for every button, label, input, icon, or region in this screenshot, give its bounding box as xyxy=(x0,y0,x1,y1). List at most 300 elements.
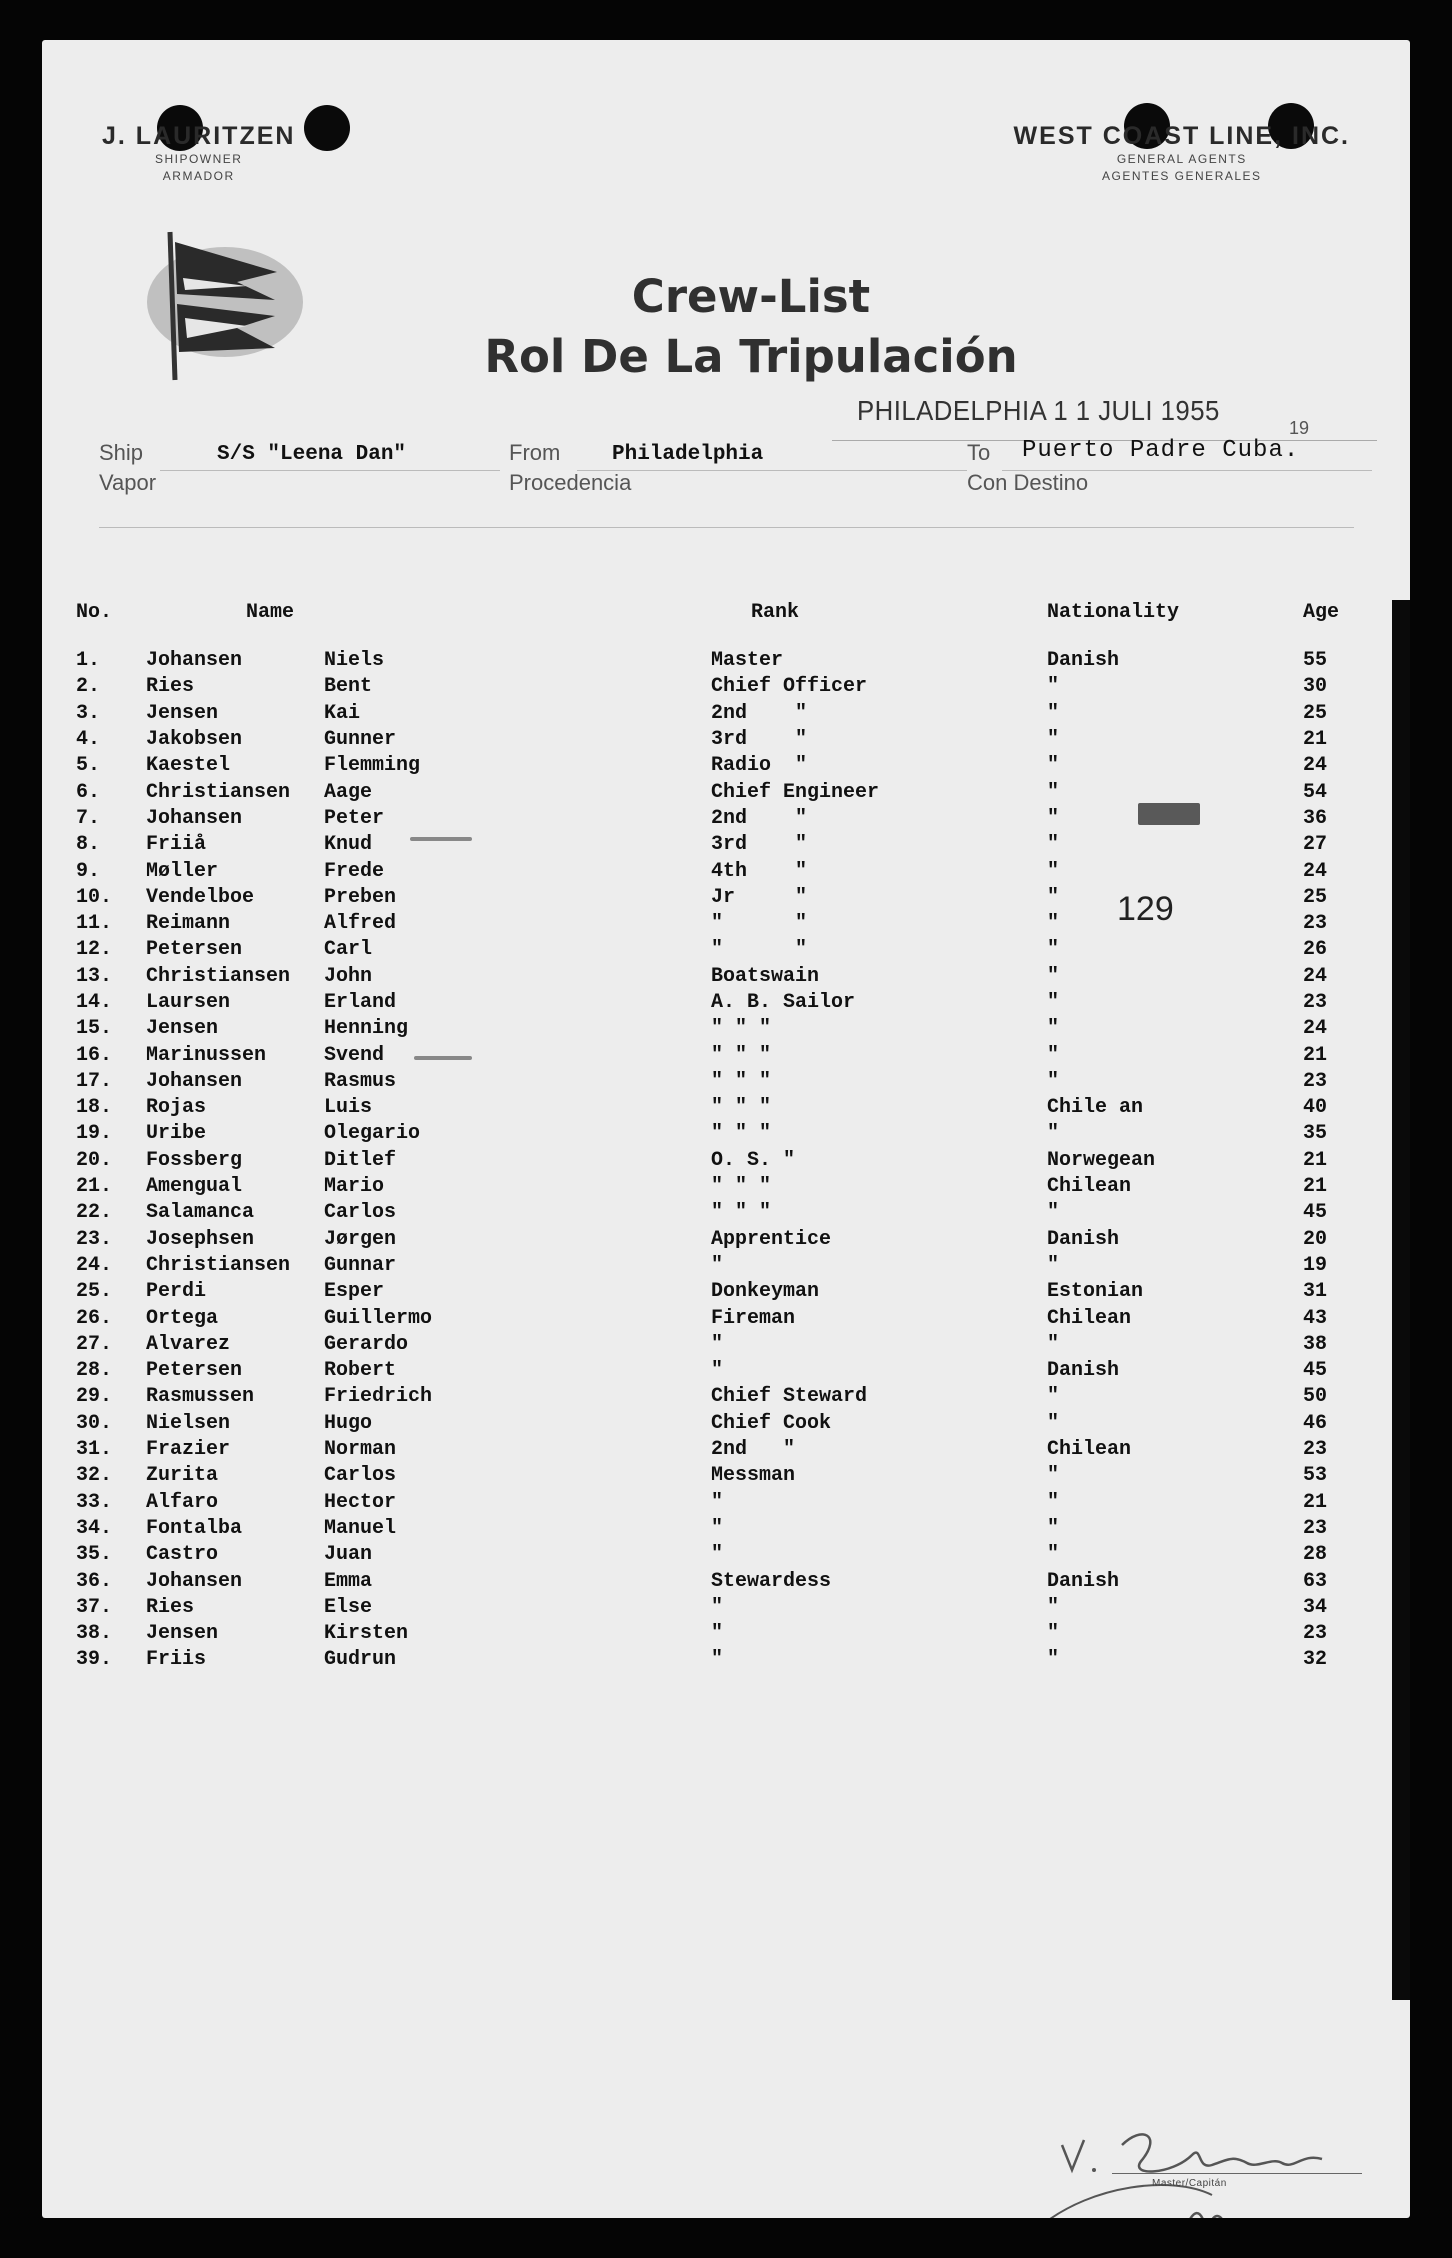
crew-given-name: Juan xyxy=(324,1543,373,1567)
crew-surname: Johansen xyxy=(146,649,243,673)
crew-age: 21 xyxy=(1303,728,1328,752)
crew-age: 21 xyxy=(1303,1043,1328,1067)
crew-age: 24 xyxy=(1303,754,1328,778)
crew-number: 39. xyxy=(76,1648,113,1672)
crew-number: 34. xyxy=(76,1516,113,1540)
ink-stroke xyxy=(410,837,472,841)
crew-nationality: " xyxy=(1047,964,1060,988)
crew-number: 12. xyxy=(76,938,113,962)
crew-surname: Alfaro xyxy=(146,1490,219,1514)
crew-number: 2. xyxy=(76,675,101,699)
crew-surname: Alvarez xyxy=(146,1332,231,1356)
crew-given-name: Esper xyxy=(324,1280,385,1304)
crew-nationality: Chile an xyxy=(1047,1096,1144,1120)
crew-rank: 4th " xyxy=(711,859,808,883)
crew-nationality: Danish xyxy=(1047,1569,1120,1593)
crew-age: 21 xyxy=(1303,1148,1328,1172)
crew-given-name: Henning xyxy=(324,1017,409,1041)
crew-rank: " xyxy=(711,1253,724,1277)
crew-given-name: Erland xyxy=(324,991,397,1014)
crew-number: 16. xyxy=(76,1043,113,1067)
crew-table-body xyxy=(70,648,1363,1674)
table-row xyxy=(70,937,1363,963)
crew-surname: Salamanca xyxy=(146,1201,255,1225)
crew-rank: Chief Officer xyxy=(711,675,868,699)
crew-age: 20 xyxy=(1303,1227,1328,1251)
crew-given-name: Kirsten xyxy=(324,1622,409,1646)
crew-rank: Chief Steward xyxy=(711,1385,868,1409)
crew-number: 5. xyxy=(76,754,101,778)
crew-rank: 3rd " xyxy=(711,833,808,857)
table-row xyxy=(70,832,1363,858)
table-row xyxy=(70,990,1363,1016)
crew-rank: " xyxy=(711,1595,724,1619)
table-row xyxy=(70,1095,1363,1121)
crew-rank: " " " xyxy=(711,1017,772,1041)
crew-rank: Radio " xyxy=(711,754,808,778)
crew-number: 1. xyxy=(76,649,101,673)
master-signature-icon xyxy=(1032,2115,1410,2218)
crew-age: 25 xyxy=(1303,885,1328,909)
table-row xyxy=(70,1411,1363,1437)
crew-rank: Master xyxy=(711,649,784,673)
crew-nationality: Danish xyxy=(1047,1359,1120,1383)
crew-number: 31. xyxy=(76,1438,113,1462)
crew-surname: Ries xyxy=(146,675,195,699)
handwritten-number: 129 xyxy=(1117,890,1174,928)
crew-age: 23 xyxy=(1303,912,1328,936)
crew-age: 35 xyxy=(1303,1122,1328,1146)
crew-rank: " " " xyxy=(711,1043,772,1067)
crew-surname: Friiå xyxy=(146,833,207,857)
crew-number: 22. xyxy=(76,1201,113,1225)
crew-number: 19. xyxy=(76,1122,113,1146)
crew-rank: " " xyxy=(711,912,808,936)
crew-number: 26. xyxy=(76,1306,113,1330)
crew-surname: Friis xyxy=(146,1648,207,1672)
crew-surname: Uribe xyxy=(146,1122,207,1146)
crew-nationality: " xyxy=(1047,1201,1060,1225)
crew-given-name: Peter xyxy=(324,806,385,830)
crew-age: 40 xyxy=(1303,1096,1328,1120)
crew-rank: Stewardess xyxy=(711,1569,832,1593)
crew-age: 43 xyxy=(1303,1306,1328,1330)
col-no-header: No. xyxy=(76,601,113,624)
crew-nationality: Danish xyxy=(1047,1227,1120,1251)
crew-age: 55 xyxy=(1303,649,1328,673)
crew-rank: Messman xyxy=(711,1464,796,1488)
to-label: To xyxy=(967,440,991,465)
crew-nationality: " xyxy=(1047,675,1060,699)
signature-caption: Master/Capitán xyxy=(1152,2178,1227,2189)
crew-rank: Chief Engineer xyxy=(711,780,880,804)
crew-age: 31 xyxy=(1303,1280,1328,1304)
crew-rank: " xyxy=(711,1622,724,1646)
crew-age: 24 xyxy=(1303,859,1328,883)
crew-number: 36. xyxy=(76,1569,113,1593)
crew-surname: Zurita xyxy=(146,1464,219,1488)
table-row xyxy=(70,1621,1363,1647)
crew-given-name: Emma xyxy=(324,1569,373,1593)
crew-rank: " xyxy=(711,1490,724,1514)
crew-given-name: Jørgen xyxy=(324,1227,397,1251)
crew-surname: Laursen xyxy=(146,991,231,1014)
crew-given-name: Niels xyxy=(324,649,385,673)
crew-number: 23. xyxy=(76,1227,113,1251)
crew-surname: Rasmussen xyxy=(146,1385,255,1409)
crew-nationality: " xyxy=(1047,780,1060,804)
table-header-row xyxy=(70,600,1363,648)
table-row xyxy=(70,1200,1363,1226)
crew-nationality: " xyxy=(1047,885,1060,909)
crew-age: 21 xyxy=(1303,1175,1328,1199)
crew-nationality: Chilean xyxy=(1047,1438,1132,1462)
crew-number: 27. xyxy=(76,1332,113,1356)
ship-value: S/S "Leena Dan" xyxy=(217,443,407,466)
crew-given-name: Robert xyxy=(324,1359,397,1383)
crew-surname: Marinussen xyxy=(146,1043,267,1067)
to-label-es: Con Destino xyxy=(967,470,1089,495)
crew-given-name: Preben xyxy=(324,885,397,909)
crew-surname: Ries xyxy=(146,1595,195,1619)
crew-surname: Perdi xyxy=(146,1280,207,1304)
crew-number: 29. xyxy=(76,1385,113,1409)
crew-number: 3. xyxy=(76,701,101,725)
torn-edge xyxy=(1392,600,1410,2000)
crew-rank: 3rd " xyxy=(711,728,808,752)
col-name-header: Name xyxy=(246,601,295,624)
col-rank-header: Rank xyxy=(751,601,800,624)
crew-given-name: Norman xyxy=(324,1438,397,1462)
year-prefix: 19 xyxy=(1289,418,1310,438)
crew-rank: Boatswain xyxy=(711,964,820,988)
crew-rank: " " xyxy=(711,938,808,962)
crew-surname: Christiansen xyxy=(146,1253,291,1277)
crew-age: 46 xyxy=(1303,1411,1328,1435)
crew-surname: Møller xyxy=(146,859,219,883)
crew-age: 24 xyxy=(1303,1017,1328,1041)
title-english: Crew-List xyxy=(631,270,871,323)
crew-surname: Jensen xyxy=(146,1017,219,1041)
table-row xyxy=(70,1490,1363,1516)
crew-given-name: Rasmus xyxy=(324,1069,397,1093)
crew-nationality: " xyxy=(1047,833,1060,857)
crew-nationality: Norwegean xyxy=(1047,1148,1156,1172)
crew-rank: Chief Cook xyxy=(711,1411,832,1435)
ship-underline xyxy=(160,470,500,471)
table-row xyxy=(70,1069,1363,1095)
crew-number: 35. xyxy=(76,1543,113,1567)
crew-nationality: " xyxy=(1047,1385,1060,1409)
crew-nationality: Estonian xyxy=(1047,1280,1144,1304)
table-row xyxy=(70,1516,1363,1542)
crew-surname: Josephsen xyxy=(146,1227,255,1251)
punch-hole xyxy=(304,105,350,151)
crew-nationality: " xyxy=(1047,1069,1060,1093)
table-row xyxy=(70,1463,1363,1489)
ship-label-es: Vapor xyxy=(99,470,157,495)
crew-age: 19 xyxy=(1303,1253,1328,1277)
crew-nationality: Chilean xyxy=(1047,1175,1132,1199)
crew-age: 23 xyxy=(1303,1438,1328,1462)
crew-nationality: " xyxy=(1047,1017,1060,1041)
crew-rank: " xyxy=(711,1516,724,1540)
crew-nationality: " xyxy=(1047,1464,1060,1488)
table-row xyxy=(70,1016,1363,1042)
crew-nationality: " xyxy=(1047,1648,1060,1672)
crew-rank: Fireman xyxy=(711,1306,796,1330)
table-row xyxy=(70,727,1363,753)
crew-nationality: " xyxy=(1047,938,1060,962)
table-row xyxy=(70,1305,1363,1331)
crew-surname: Johansen xyxy=(146,806,243,830)
table-row xyxy=(70,701,1363,727)
crew-surname: Johansen xyxy=(146,1569,243,1593)
crew-nationality: " xyxy=(1047,1595,1060,1619)
crew-given-name: Friedrich xyxy=(324,1385,433,1409)
table-row xyxy=(70,1595,1363,1621)
crew-age: 36 xyxy=(1303,806,1328,830)
crew-given-name: Gunnar xyxy=(324,1253,397,1277)
crew-number: 28. xyxy=(76,1359,113,1383)
crew-number: 7. xyxy=(76,806,101,830)
crew-number: 30. xyxy=(76,1411,113,1435)
crew-surname: Fossberg xyxy=(146,1148,243,1172)
crew-given-name: Gerardo xyxy=(324,1332,409,1356)
crew-given-name: Aage xyxy=(324,780,373,804)
from-underline xyxy=(577,470,967,471)
crew-number: 6. xyxy=(76,780,101,804)
table-row xyxy=(70,858,1363,884)
table-row xyxy=(70,753,1363,779)
crew-age: 26 xyxy=(1303,938,1328,962)
title-spanish: Rol De La Tripulación xyxy=(484,330,1018,383)
crew-nationality: " xyxy=(1047,859,1060,883)
crew-nationality: " xyxy=(1047,1516,1060,1540)
shipowner-sub-es: ARMADOR xyxy=(162,169,235,183)
crew-rank: " " " xyxy=(711,1096,772,1120)
crew-number: 32. xyxy=(76,1464,113,1488)
crew-surname: Castro xyxy=(146,1543,219,1567)
crew-given-name: Svend xyxy=(324,1043,385,1067)
crew-surname: Jakobsen xyxy=(146,728,243,752)
crew-surname: Christiansen xyxy=(146,780,291,804)
crew-given-name: Olegario xyxy=(324,1122,421,1146)
table-row xyxy=(70,1384,1363,1410)
crew-number: 13. xyxy=(76,964,113,988)
crew-surname: Nielsen xyxy=(146,1411,231,1435)
crew-surname: Johansen xyxy=(146,1069,243,1093)
crew-given-name: Guillermo xyxy=(324,1306,433,1330)
crew-surname: Jensen xyxy=(146,1622,219,1646)
agent-name: WEST COAST LINE, INC. xyxy=(1013,122,1350,150)
crew-age: 30 xyxy=(1303,675,1328,699)
crew-number: 4. xyxy=(76,728,101,752)
crew-number: 38. xyxy=(76,1622,113,1646)
crew-number: 25. xyxy=(76,1280,113,1304)
crew-given-name: Carlos xyxy=(324,1464,397,1488)
table-row xyxy=(70,1174,1363,1200)
crew-surname: Petersen xyxy=(146,938,243,962)
ink-blot xyxy=(1138,803,1200,825)
crew-age: 45 xyxy=(1303,1201,1328,1225)
crew-surname: Kaestel xyxy=(146,754,231,778)
table-row xyxy=(70,648,1363,674)
section-divider xyxy=(99,527,1354,528)
crew-given-name: Frede xyxy=(324,859,385,883)
crew-number: 14. xyxy=(76,991,113,1014)
crew-nationality: " xyxy=(1047,1122,1060,1146)
crew-age: 23 xyxy=(1303,1622,1328,1646)
document-page xyxy=(42,40,1410,2218)
crew-rank: 2nd " xyxy=(711,701,808,725)
crew-given-name: Hector xyxy=(324,1490,397,1514)
table-row xyxy=(70,1042,1363,1068)
shipowner-name: J. LAURITZEN xyxy=(102,122,296,150)
crew-nationality: " xyxy=(1047,1411,1060,1435)
table-row xyxy=(70,1279,1363,1305)
crew-age: 63 xyxy=(1303,1569,1328,1593)
crew-rank: " " " xyxy=(711,1069,772,1093)
crew-age: 27 xyxy=(1303,833,1328,857)
crew-number: 11. xyxy=(76,912,113,936)
to-underline xyxy=(1002,470,1372,471)
crew-given-name: Carlos xyxy=(324,1201,397,1225)
crew-rank: Donkeyman xyxy=(711,1280,820,1304)
crew-surname: Christiansen xyxy=(146,964,291,988)
crew-given-name: Gudrun xyxy=(324,1648,397,1672)
crew-nationality: Chilean xyxy=(1047,1306,1132,1330)
ink-stroke xyxy=(414,1056,472,1060)
crew-surname: Fontalba xyxy=(146,1516,243,1540)
crew-rank: Jr " xyxy=(711,885,808,909)
crew-number: 18. xyxy=(76,1096,113,1120)
crew-surname: Rojas xyxy=(146,1096,207,1120)
crew-nationality: " xyxy=(1047,991,1060,1014)
crew-age: 54 xyxy=(1303,780,1328,804)
table-row xyxy=(70,1253,1363,1279)
crew-nationality: " xyxy=(1047,806,1060,830)
crew-age: 34 xyxy=(1303,1595,1328,1619)
crew-nationality: " xyxy=(1047,754,1060,778)
crew-number: 9. xyxy=(76,859,101,883)
agent-sub-en: GENERAL AGENTS xyxy=(1116,152,1247,166)
table-row xyxy=(70,1647,1363,1673)
crew-age: 25 xyxy=(1303,701,1328,725)
crew-rank: Apprentice xyxy=(711,1227,832,1251)
crew-nationality: " xyxy=(1047,1622,1060,1646)
crew-rank: 2nd " xyxy=(711,1438,796,1462)
table-row xyxy=(70,1358,1363,1384)
crew-number: 33. xyxy=(76,1490,113,1514)
table-row xyxy=(70,1148,1363,1174)
table-row xyxy=(70,1227,1363,1253)
crew-number: 10. xyxy=(76,885,113,909)
crew-given-name: Alfred xyxy=(324,912,397,936)
crew-surname: Vendelboe xyxy=(146,885,255,909)
crew-nationality: " xyxy=(1047,1332,1060,1356)
crew-rank: " xyxy=(711,1648,724,1672)
crew-age: 23 xyxy=(1303,991,1328,1014)
crew-given-name: Gunner xyxy=(324,728,397,752)
crew-number: 24. xyxy=(76,1253,113,1277)
to-value: Puerto Padre Cuba. xyxy=(1022,437,1300,464)
from-label-es: Procedencia xyxy=(509,470,632,495)
table-row xyxy=(70,1121,1363,1147)
crew-age: 45 xyxy=(1303,1359,1328,1383)
table-row xyxy=(70,964,1363,990)
crew-number: 21. xyxy=(76,1175,113,1199)
crew-rank: " xyxy=(711,1359,724,1383)
crew-surname: Petersen xyxy=(146,1359,243,1383)
port-date-stamp: PHILADELPHIA 1 1 JULI 1955 xyxy=(857,395,1220,426)
crew-given-name: Ditlef xyxy=(324,1148,397,1172)
crew-nationality: " xyxy=(1047,1490,1060,1514)
crew-rank: " " " xyxy=(711,1122,772,1146)
crew-nationality: " xyxy=(1047,1253,1060,1277)
ship-label: Ship xyxy=(99,440,144,465)
col-nationality-header: Nationality xyxy=(1047,601,1180,624)
table-row xyxy=(70,674,1363,700)
crew-given-name: Hugo xyxy=(324,1411,373,1435)
crew-rank: A. B. Sailor xyxy=(711,991,856,1014)
crew-number: 15. xyxy=(76,1017,113,1041)
crew-age: 28 xyxy=(1303,1543,1328,1567)
crew-nationality: " xyxy=(1047,701,1060,725)
crew-number: 8. xyxy=(76,833,101,857)
crew-rank: " xyxy=(711,1332,724,1356)
crew-surname: Reimann xyxy=(146,912,231,936)
crew-number: 37. xyxy=(76,1595,113,1619)
crew-age: 50 xyxy=(1303,1385,1328,1409)
crew-given-name: Else xyxy=(324,1595,373,1619)
crew-rank: O. S. " xyxy=(711,1148,796,1172)
table-row xyxy=(70,1437,1363,1463)
shipowner-header xyxy=(102,122,295,185)
crew-nationality: Danish xyxy=(1047,649,1120,673)
crew-age: 21 xyxy=(1303,1490,1328,1514)
crew-rank: 2nd " xyxy=(711,806,808,830)
crew-given-name: Luis xyxy=(324,1096,373,1120)
crew-given-name: Mario xyxy=(324,1175,385,1199)
crew-surname: Frazier xyxy=(146,1438,231,1462)
from-label: From xyxy=(509,440,561,465)
signature-line xyxy=(1112,2173,1362,2174)
crew-age: 38 xyxy=(1303,1332,1328,1356)
agent-header xyxy=(1014,122,1350,185)
crew-nationality: " xyxy=(1047,728,1060,752)
crew-rank: " " " xyxy=(711,1201,772,1225)
crew-rank: " " " xyxy=(711,1175,772,1199)
crew-nationality: " xyxy=(1047,1043,1060,1067)
crew-surname: Amengual xyxy=(146,1175,243,1199)
crew-rank: " xyxy=(711,1543,724,1567)
crew-surname: Jensen xyxy=(146,701,219,725)
table-row xyxy=(70,1332,1363,1358)
crew-given-name: Bent xyxy=(324,675,373,699)
agent-sub-es: AGENTES GENERALES xyxy=(1102,169,1262,183)
crew-age: 32 xyxy=(1303,1648,1328,1672)
shipowner-sub-en: SHIPOWNER xyxy=(154,152,243,166)
crew-nationality: " xyxy=(1047,1543,1060,1567)
table-row xyxy=(70,1542,1363,1568)
crew-given-name: Manuel xyxy=(324,1516,397,1540)
table-row xyxy=(70,1568,1363,1594)
crew-given-name: John xyxy=(324,964,373,988)
crew-given-name: Kai xyxy=(324,701,361,725)
crew-age: 24 xyxy=(1303,964,1328,988)
crew-given-name: Carl xyxy=(324,938,373,962)
